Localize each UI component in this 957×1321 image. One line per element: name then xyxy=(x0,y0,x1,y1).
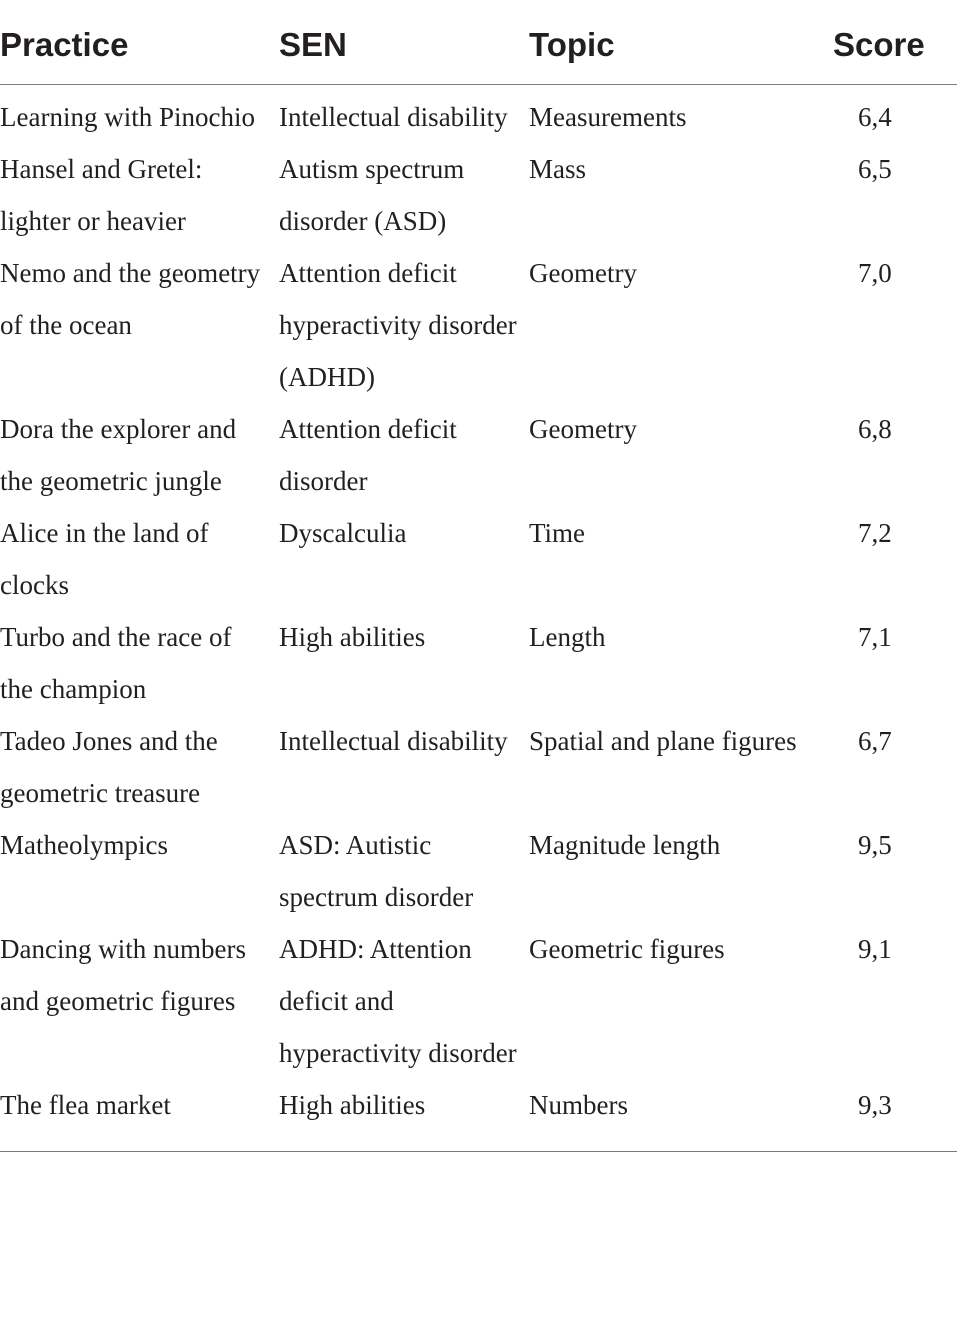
cell-sen xyxy=(279,403,529,507)
cell-sen xyxy=(279,715,529,819)
cell-sen xyxy=(279,611,529,715)
sen-text: Dyscalculia xyxy=(279,518,407,548)
cell-sen xyxy=(279,923,529,1079)
table-row xyxy=(0,611,957,715)
topic-text: Mass xyxy=(529,154,587,184)
cell-practice xyxy=(0,143,279,247)
sen-text: High abilities xyxy=(279,1090,426,1120)
sen-text: Attention deficit hyperactivity disorder (ADHD) xyxy=(279,258,517,392)
practice-text: Alice in the land of clocks xyxy=(0,518,209,600)
header-topic: Topic xyxy=(529,0,809,85)
table-row xyxy=(0,715,957,819)
cell-practice xyxy=(0,85,279,144)
table-row xyxy=(0,1079,957,1152)
practice-text: Dora the explorer and the geometric jungle xyxy=(0,414,237,496)
sen-text: ADHD: Attention deficit and hyperactivity disorder xyxy=(279,934,517,1068)
header-practice: Practice xyxy=(0,0,279,85)
cell-sen xyxy=(279,819,529,923)
cell-topic xyxy=(529,1079,809,1152)
practice-text: Tadeo Jones and the geometric treasure xyxy=(0,726,218,808)
cell-topic xyxy=(529,143,809,247)
cell-topic xyxy=(529,819,809,923)
table-row xyxy=(0,85,957,144)
sen-text: Intellectual disability xyxy=(279,726,508,756)
table-body xyxy=(0,85,957,1152)
sen-text: Attention deficit disorder xyxy=(279,414,457,496)
header-sen: SEN xyxy=(279,0,529,85)
header-score: Score xyxy=(809,0,957,85)
cell-score: 6,7 xyxy=(858,726,892,756)
topic-text: Time xyxy=(529,518,586,548)
cell-practice xyxy=(0,403,279,507)
topic-text: Geometry xyxy=(529,258,637,288)
cell-score: 9,3 xyxy=(809,1079,957,1152)
table-row xyxy=(0,923,957,1079)
table-row xyxy=(0,247,957,403)
cell-sen xyxy=(279,143,529,247)
sen-text: Intellectual disability xyxy=(279,102,508,132)
practice-text: Matheolympics xyxy=(0,830,168,860)
cell-score: 7,2 xyxy=(858,518,892,548)
cell-practice xyxy=(0,715,279,819)
cell-topic xyxy=(529,715,809,819)
practice-text: Learning with Pinochio xyxy=(0,102,255,132)
cell-practice xyxy=(0,1079,279,1152)
topic-text: Measurements xyxy=(529,102,687,132)
cell-score: 6,5 xyxy=(858,154,892,184)
cell-topic xyxy=(529,923,809,1079)
practice-text: Nemo and the geometry of the ocean xyxy=(0,258,261,340)
cell-score: 7,0 xyxy=(858,258,892,288)
sen-text: High abilities xyxy=(279,622,426,652)
table-row xyxy=(0,143,957,247)
topic-text: Spatial and plane figures xyxy=(529,726,797,756)
topic-text: Geometric figures xyxy=(529,934,725,964)
cell-topic xyxy=(529,611,809,715)
cell-score: 6,4 xyxy=(858,102,892,132)
topic-text: Numbers xyxy=(529,1090,628,1120)
cell-practice xyxy=(0,247,279,403)
cell-score: 7,1 xyxy=(858,622,892,652)
cell-practice xyxy=(0,507,279,611)
practice-text: The flea market xyxy=(0,1090,171,1120)
cell-topic xyxy=(529,507,809,611)
table-row xyxy=(0,507,957,611)
sen-text: Autism spectrum disorder (ASD) xyxy=(279,154,465,236)
table-row xyxy=(0,819,957,923)
sen-text: ASD: Autistic spectrum disorder xyxy=(279,830,474,912)
table-row xyxy=(0,403,957,507)
topic-text: Length xyxy=(529,622,606,652)
header-row xyxy=(0,0,957,85)
cell-sen xyxy=(279,507,529,611)
topic-text: Magnitude length xyxy=(529,830,721,860)
table-header xyxy=(0,0,957,85)
topic-text: Geometry xyxy=(529,414,637,444)
cell-practice xyxy=(0,611,279,715)
cell-topic xyxy=(529,247,809,403)
cell-score: 9,1 xyxy=(858,934,892,964)
cell-topic xyxy=(529,403,809,507)
cell-practice xyxy=(0,923,279,1079)
cell-sen xyxy=(279,247,529,403)
cell-score: 6,8 xyxy=(858,414,892,444)
cell-topic xyxy=(529,85,809,144)
cell-sen xyxy=(279,1079,529,1152)
practice-text: Turbo and the race of the champion xyxy=(0,622,232,704)
cell-sen xyxy=(279,85,529,144)
practice-text: Hansel and Gretel: lighter or heavier xyxy=(0,154,203,236)
practice-text: Dancing with numbers and geometric figures xyxy=(0,934,246,1016)
cell-practice xyxy=(0,819,279,923)
cell-score: 9,5 xyxy=(858,830,892,860)
